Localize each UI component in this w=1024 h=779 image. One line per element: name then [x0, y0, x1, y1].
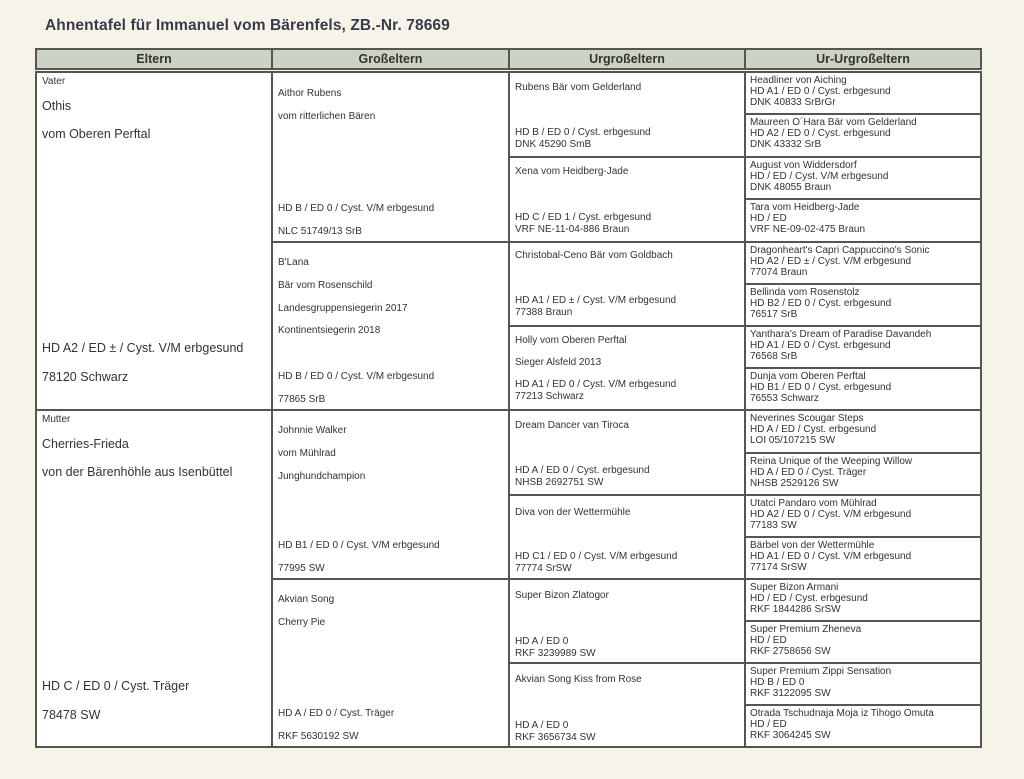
- great-great-grandparent-cell: [744, 536, 982, 580]
- ancestor-name: Neverines Scougar Steps: [750, 413, 864, 424]
- great-grandparent-cell: [508, 409, 746, 496]
- ancestor-health: HD A / ED 0 / Cyst. Träger: [750, 467, 867, 478]
- ancestor-registration: DNK 43332 SrB: [750, 139, 822, 150]
- great-grandparent-registration: NHSB 2692751 SW: [515, 477, 604, 488]
- great-grandparent-registration: 77388 Braun: [515, 307, 573, 318]
- grandparent-line: Landesgruppensiegerin 2017: [278, 303, 408, 314]
- ancestor-registration: 76553 Schwarz: [750, 393, 819, 404]
- great-grandparent-registration: RKF 3239989 SW: [515, 648, 596, 659]
- ancestor-health: HD A1 / ED 0 / Cyst. erbgesund: [750, 340, 891, 351]
- great-grandparent-cell: [508, 325, 746, 411]
- grandparent-health: HD B1 / ED 0 / Cyst. V/M erbgesund: [278, 540, 440, 551]
- grandparent-line: Aithor Rubens: [278, 88, 342, 99]
- parent-health: HD A2 / ED ± / Cyst. V/M erbgesund: [42, 341, 244, 355]
- parent-name: Cherries-Frieda: [42, 437, 129, 451]
- great-grandparent-line: Sieger Alsfeld 2013: [515, 357, 602, 368]
- great-grandparent-health: HD B / ED 0 / Cyst. erbgesund: [515, 127, 651, 138]
- great-great-grandparent-cell: [744, 704, 982, 748]
- great-grandparent-line: Holly vom Oberen Perftal: [515, 335, 627, 346]
- grandparent-line: Akvian Song: [278, 594, 335, 605]
- great-grandparent-health: HD A1 / ED 0 / Cyst. V/M erbgesund: [515, 379, 677, 390]
- great-grandparent-cell: [508, 662, 746, 748]
- grandparent-health: HD A / ED 0 / Cyst. Träger: [278, 708, 395, 719]
- ancestor-name: Tara vom Heidberg-Jade: [750, 202, 860, 213]
- ancestor-name: Super Premium Zippi Sensation: [750, 666, 892, 677]
- great-grandparent-line: Akvian Song Kiss from Rose: [515, 674, 642, 685]
- parent-role: Vater: [42, 76, 66, 87]
- ancestor-registration: 76517 SrB: [750, 309, 798, 320]
- grandparent-line: Cherry Pie: [278, 617, 326, 628]
- great-great-grandparent-cell: [744, 198, 982, 243]
- great-grandparent-line: Rubens Bär vom Gelderland: [515, 82, 642, 93]
- grandparent-line: Junghundchampion: [278, 471, 366, 482]
- great-grandparent-line: Super Bizon Zlatogor: [515, 590, 609, 601]
- great-grandparent-line: Diva von der Wettermühle: [515, 507, 631, 518]
- ancestor-registration: RKF 2758656 SW: [750, 646, 831, 657]
- ancestor-registration: RKF 1844286 SrSW: [750, 604, 841, 615]
- ancestor-name: Super Bizon Armani: [750, 582, 839, 593]
- ancestor-registration: 76568 SrB: [750, 351, 798, 362]
- great-great-grandparent-cell: [744, 71, 982, 115]
- ancestor-name: Reina Unique of the Weeping Willow: [750, 456, 913, 467]
- ancestor-name: Dunja vom Oberen Perftal: [750, 371, 866, 382]
- great-grandparent-health: HD A1 / ED ± / Cyst. V/M erbgesund: [515, 295, 677, 306]
- great-great-grandparent-cell: [744, 578, 982, 622]
- ancestor-health: HD / ED / Cyst. V/M erbgesund: [750, 171, 889, 182]
- grandparent-registration: NLC 51749/13 SrB: [278, 226, 362, 237]
- parent-cell-mother: [35, 409, 273, 748]
- ancestor-registration: 77183 SW: [750, 520, 797, 531]
- parent-role: Mutter: [42, 414, 71, 425]
- great-grandparent-health: HD A / ED 0: [515, 636, 569, 647]
- parent-name: Othis: [42, 99, 72, 113]
- ancestor-health: HD A / ED / Cyst. erbgesund: [750, 424, 877, 435]
- grandparent-cell: [271, 71, 510, 243]
- great-great-grandparent-cell: [744, 367, 982, 411]
- great-grandparent-health: HD A / ED 0 / Cyst. erbgesund: [515, 465, 650, 476]
- ancestor-name: Yanthara's Dream of Paradise Davandeh: [750, 329, 932, 340]
- grandparent-registration: 77995 SW: [278, 563, 325, 574]
- great-great-grandparent-cell: [744, 241, 982, 285]
- ancestor-health: HD / ED / Cyst. erbgesund: [750, 593, 868, 604]
- parent-registration: 78120 Schwarz: [42, 370, 129, 384]
- grandparent-line: B'Lana: [278, 257, 309, 268]
- great-grandparent-cell: [508, 71, 746, 158]
- great-great-grandparent-cell: [744, 409, 982, 454]
- great-great-grandparent-cell: [744, 283, 982, 327]
- great-grandparent-line: Christobal-Ceno Bär vom Goldbach: [515, 250, 673, 261]
- great-grandparent-registration: RKF 3656734 SW: [515, 732, 596, 743]
- grandparent-health: HD B / ED 0 / Cyst. V/M erbgesund: [278, 203, 435, 214]
- grandparent-registration: 77865 SrB: [278, 394, 326, 405]
- grandparent-registration: RKF 5630192 SW: [278, 731, 359, 742]
- parent-health: HD C / ED 0 / Cyst. Träger: [42, 679, 190, 693]
- ancestor-registration: DNK 40833 SrBrGr: [750, 97, 836, 108]
- ancestor-name: Utatci Pandaro vom Mühlrad: [750, 498, 877, 509]
- ancestor-health: HD A1 / ED 0 / Cyst. erbgesund: [750, 86, 891, 97]
- ancestor-name: Maureen O´Hara Bär vom Gelderland: [750, 117, 917, 128]
- great-great-grandparent-cell: [744, 662, 982, 706]
- great-grandparent-cell: [508, 578, 746, 664]
- great-grandparent-registration: DNK 45290 SmB: [515, 139, 592, 150]
- header-eltern: Eltern: [35, 48, 273, 70]
- parent-cell-father: [35, 71, 273, 411]
- ancestor-health: HD A2 / ED ± / Cyst. V/M erbgesund: [750, 256, 912, 267]
- great-grandparent-cell: [508, 494, 746, 580]
- ancestor-registration: VRF NE-09-02-475 Braun: [750, 224, 866, 235]
- grandparent-cell: [271, 241, 510, 411]
- great-grandparent-line: Dream Dancer van Tiroca: [515, 420, 629, 431]
- ancestor-name: Headliner von Aiching: [750, 75, 847, 86]
- ancestor-registration: DNK 48055 Braun: [750, 182, 832, 193]
- great-grandparent-health: HD A / ED 0: [515, 720, 569, 731]
- header-urgrosseltern: Urgroßeltern: [508, 48, 746, 70]
- grandparent-health: HD B / ED 0 / Cyst. V/M erbgesund: [278, 371, 435, 382]
- ancestor-registration: NHSB 2529126 SW: [750, 478, 839, 489]
- ancestor-name: Bellinda vom Rosenstolz: [750, 287, 860, 298]
- great-great-grandparent-cell: [744, 113, 982, 158]
- great-grandparent-cell: [508, 156, 746, 243]
- parent-kennel: vom Oberen Perftal: [42, 127, 151, 141]
- great-grandparent-registration: 77774 SrSW: [515, 563, 572, 574]
- ancestor-name: August von Widdersdorf: [750, 160, 857, 171]
- ancestor-name: Bärbel von der Wettermühle: [750, 540, 875, 551]
- ancestor-health: HD / ED: [750, 719, 787, 730]
- great-grandparent-health: HD C / ED 1 / Cyst. erbgesund: [515, 212, 652, 223]
- ancestor-health: HD A2 / ED 0 / Cyst. erbgesund: [750, 128, 891, 139]
- great-grandparent-line: Xena vom Heidberg-Jade: [515, 166, 629, 177]
- great-grandparent-registration: VRF NE-11-04-886 Braun: [515, 224, 630, 235]
- ancestor-health: HD / ED: [750, 213, 787, 224]
- ancestor-health: HD B2 / ED 0 / Cyst. erbgesund: [750, 298, 892, 309]
- ancestor-name: Otrada Tschudnaja Moja iz Tihogo Omuta: [750, 708, 934, 719]
- great-great-grandparent-cell: [744, 494, 982, 538]
- ancestor-registration: RKF 3064245 SW: [750, 730, 831, 741]
- ancestor-health: HD A2 / ED 0 / Cyst. V/M erbgesund: [750, 509, 912, 520]
- ancestor-health: HD A1 / ED 0 / Cyst. V/M erbgesund: [750, 551, 912, 562]
- grandparent-cell: [271, 409, 510, 580]
- parent-registration: 78478 SW: [42, 708, 101, 722]
- grandparent-line: Kontinentsiegerin 2018: [278, 325, 381, 336]
- grandparent-line: vom ritterlichen Bären: [278, 111, 376, 122]
- grandparent-line: vom Mühlrad: [278, 448, 336, 459]
- grandparent-line: Bär vom Rosenschild: [278, 280, 373, 291]
- ancestor-health: HD B1 / ED 0 / Cyst. erbgesund: [750, 382, 892, 393]
- great-great-grandparent-cell: [744, 156, 982, 200]
- great-great-grandparent-cell: [744, 325, 982, 369]
- page-title: Ahnentafel für Immanuel vom Bärenfels, ZB.-Nr. 78669: [45, 17, 450, 34]
- great-great-grandparent-cell: [744, 452, 982, 496]
- header-grosseltern: Großeltern: [271, 48, 510, 70]
- great-grandparent-registration: 77213 Schwarz: [515, 391, 584, 402]
- header-ur-urgrosseltern: Ur-Urgroßeltern: [744, 48, 982, 70]
- great-great-grandparent-cell: [744, 620, 982, 664]
- ancestor-name: Dragonheart's Capri Cappuccino's Sonic: [750, 245, 930, 256]
- ancestor-health: HD B / ED 0: [750, 677, 805, 688]
- great-grandparent-health: HD C1 / ED 0 / Cyst. V/M erbgesund: [515, 551, 678, 562]
- parent-kennel: von der Bärenhöhle aus Isenbüttel: [42, 465, 233, 479]
- ancestor-registration: RKF 3122095 SW: [750, 688, 831, 699]
- grandparent-line: Johnnie Walker: [278, 425, 347, 436]
- ancestor-registration: 77174 SrSW: [750, 562, 807, 573]
- ancestor-registration: 77074 Braun: [750, 267, 808, 278]
- ancestor-registration: LOI 05/107215 SW: [750, 435, 836, 446]
- great-grandparent-cell: [508, 241, 746, 327]
- ancestor-name: Super Premium Zheneva: [750, 624, 862, 635]
- grandparent-cell: [271, 578, 510, 748]
- ancestor-health: HD / ED: [750, 635, 787, 646]
